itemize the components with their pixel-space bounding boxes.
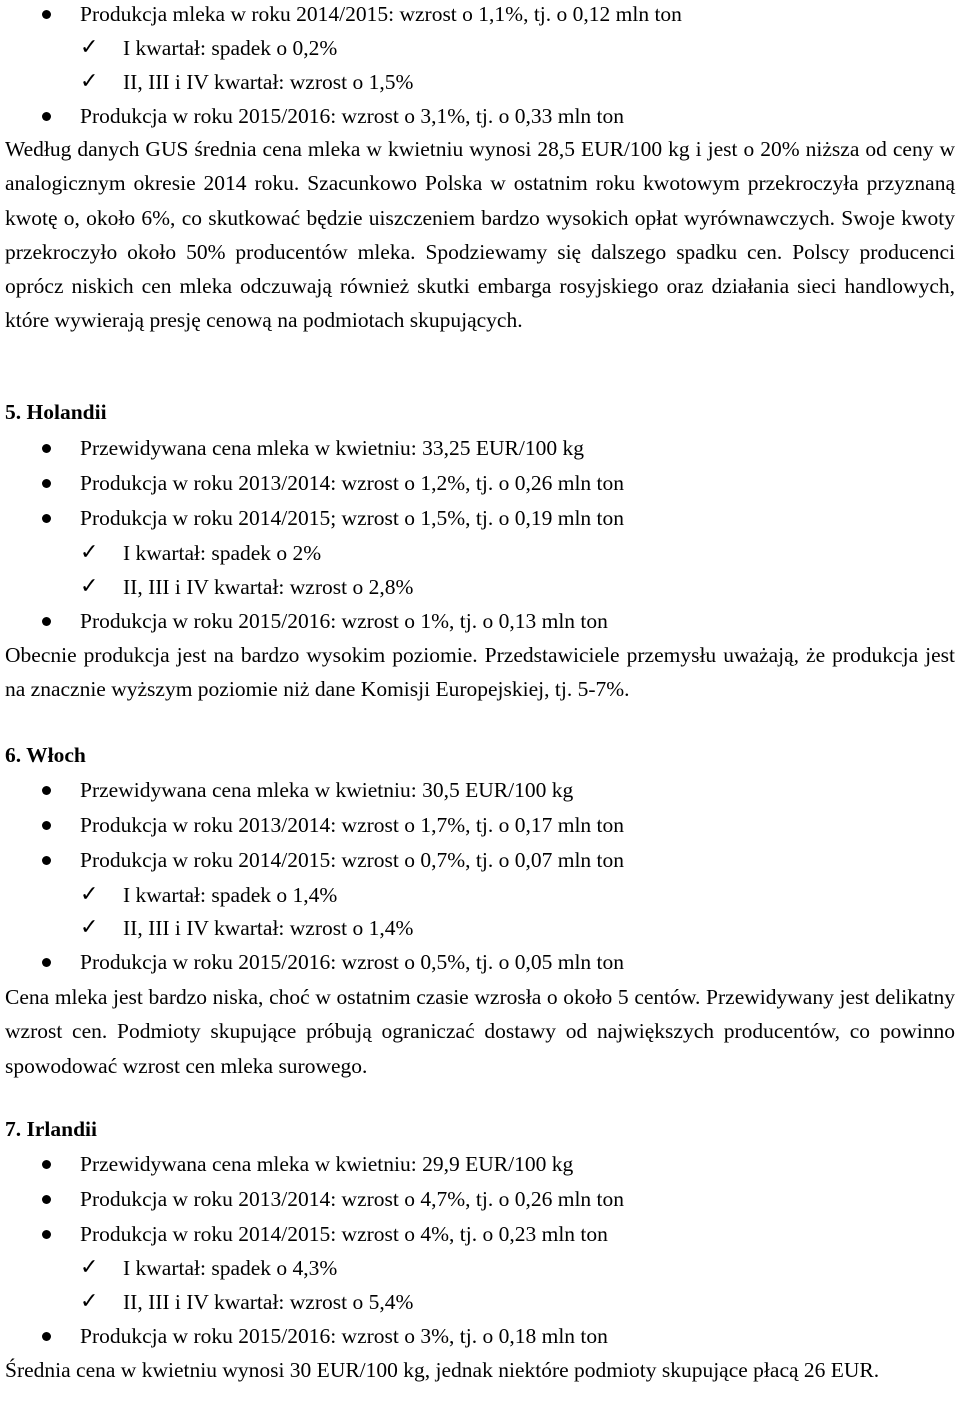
list-item: I kwartał: spadek o 2% xyxy=(123,541,322,565)
round-bullet-icon xyxy=(42,514,51,523)
list-item: II, III i IV kwartał: wzrost o 2,8% xyxy=(123,575,414,599)
list-item: I kwartał: spadek o 4,3% xyxy=(123,1256,338,1280)
list-item: Produkcja w roku 2015/2016: wzrost o 0,5%, tj. o 0,05 mln ton xyxy=(80,950,625,974)
round-bullet-icon xyxy=(42,856,51,865)
paragraph: Według danych GUS średnia cena mleka w kwietniu wynosi 28,5 EUR/100 kg i jest o 20% niższa od ceny w analogicznym okresie 2014 roku. Szacunkowo Polska w ostatnim roku kwotowym przekroczyła przyznaną kwotę o, około 6%, co skutkować będzie uiszczeniem bardzo wysokich opłat wyrównawczych. Swoje kwoty przekroczyło około 50% producentów mleka. Spodziewamy się dalszego spadku cen. Polscy producenci oprócz niskich cen mleka odczuwają również skutki embarga rosyjskiego oraz działania sieci handlowych, które wywierają presję cenową na podmiotach skupujących. xyxy=(5,137,955,333)
list-item: Produkcja mleka w roku 2014/2015: wzrost o 1,1%, tj. o 0,12 mln ton xyxy=(80,2,682,26)
check-mark-icon: ✓ xyxy=(80,540,99,565)
check-mark-icon: ✓ xyxy=(80,35,99,60)
list-item: Przewidywana cena mleka w kwietniu: 29,9 EUR/100 kg xyxy=(80,1152,574,1176)
round-bullet-icon xyxy=(42,1332,51,1341)
round-bullet-icon xyxy=(42,479,51,488)
list-item: Produkcja w roku 2013/2014: wzrost o 4,7%, tj. o 0,26 mln ton xyxy=(80,1187,625,1211)
list-item: Produkcja w roku 2015/2016: wzrost o 3,1%, tj. o 0,33 mln ton xyxy=(80,104,625,128)
list-item: Przewidywana cena mleka w kwietniu: 30,5 EUR/100 kg xyxy=(80,778,574,802)
list-item: Produkcja w roku 2015/2016: wzrost o 1%, tj. o 0,13 mln ton xyxy=(80,609,608,633)
list-item: I kwartał: spadek o 1,4% xyxy=(123,883,338,907)
list-item: Produkcja w roku 2014/2015; wzrost o 1,5%, tj. o 0,19 mln ton xyxy=(80,506,625,530)
check-mark-icon: ✓ xyxy=(80,915,99,940)
check-mark-icon: ✓ xyxy=(80,1289,99,1314)
round-bullet-icon xyxy=(42,958,51,967)
check-mark-icon: ✓ xyxy=(80,1255,99,1280)
check-mark-icon: ✓ xyxy=(80,69,99,94)
section-heading: 5. Holandii xyxy=(5,400,107,424)
round-bullet-icon xyxy=(42,444,51,453)
check-mark-icon: ✓ xyxy=(80,882,99,907)
section-heading: 7. Irlandii xyxy=(5,1117,97,1141)
paragraph: Obecnie produkcja jest na bardzo wysokim poziomie. Przedstawiciele przemysłu uważają, że produkcja jest na znacznie wyższym poziomie niż dane Komisji Europejskiej, tj. 5-7%. xyxy=(5,643,955,702)
list-item: Produkcja w roku 2014/2015: wzrost o 0,7%, tj. o 0,07 mln ton xyxy=(80,848,625,872)
section-heading: 6. Włoch xyxy=(5,743,86,767)
list-item: II, III i IV kwartał: wzrost o 1,4% xyxy=(123,916,414,940)
round-bullet-icon xyxy=(42,821,51,830)
paragraph: Cena mleka jest bardzo niska, choć w ostatnim czasie wzrosła o około 5 centów. Przewidywany jest delikatny wzrost cen. Podmioty skupujące próbują ograniczać dostawy od największych producentów, co powinno spowodować wzrost cen mleka surowego. xyxy=(5,985,955,1078)
list-item: Przewidywana cena mleka w kwietniu: 33,25 EUR/100 kg xyxy=(80,436,584,460)
list-item: II, III i IV kwartał: wzrost o 1,5% xyxy=(123,70,414,94)
list-item: I kwartał: spadek o 0,2% xyxy=(123,36,338,60)
round-bullet-icon xyxy=(42,617,51,626)
round-bullet-icon xyxy=(42,112,51,121)
list-item: II, III i IV kwartał: wzrost o 5,4% xyxy=(123,1290,414,1314)
paragraph: Średnia cena w kwietniu wynosi 30 EUR/100 kg, jednak niektóre podmioty skupujące płacą 26 EUR. xyxy=(5,1358,880,1382)
round-bullet-icon xyxy=(42,786,51,795)
round-bullet-icon xyxy=(42,10,51,19)
list-item: Produkcja w roku 2014/2015: wzrost o 4%, tj. o 0,23 mln ton xyxy=(80,1222,608,1246)
list-item: Produkcja w roku 2013/2014: wzrost o 1,7%, tj. o 0,17 mln ton xyxy=(80,813,625,837)
list-item: Produkcja w roku 2015/2016: wzrost o 3%, tj. o 0,18 mln ton xyxy=(80,1324,608,1348)
round-bullet-icon xyxy=(42,1230,51,1239)
check-mark-icon: ✓ xyxy=(80,574,99,599)
list-item: Produkcja w roku 2013/2014: wzrost o 1,2%, tj. o 0,26 mln ton xyxy=(80,471,625,495)
round-bullet-icon xyxy=(42,1160,51,1169)
round-bullet-icon xyxy=(42,1195,51,1204)
